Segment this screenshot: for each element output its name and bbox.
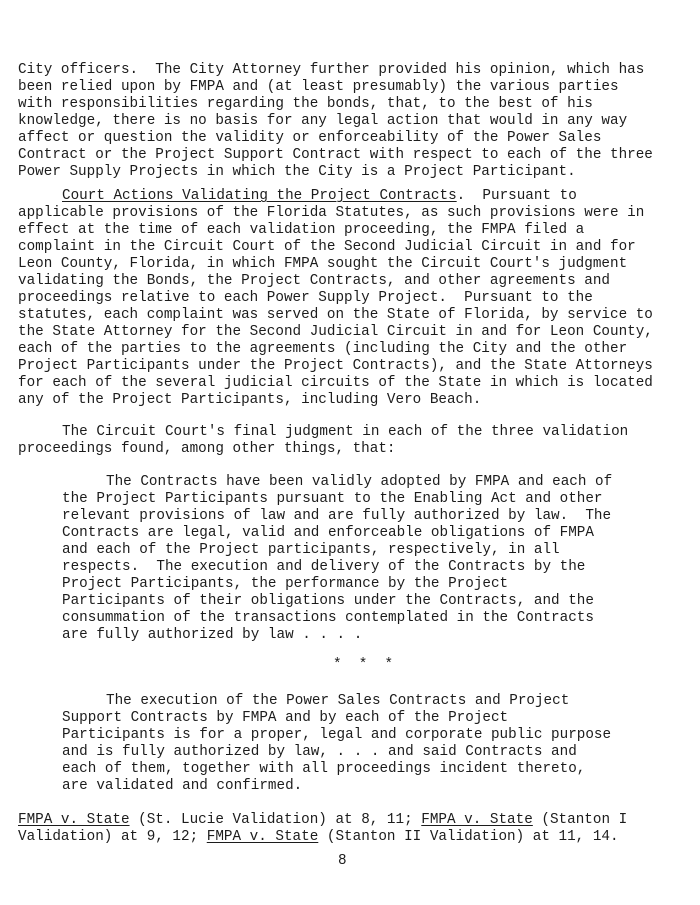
text-line: Participants is for a proper, legal and corporate public purpose [62,727,612,743]
text-line: statutes, each complaint was served on the State of Florida, by service to [18,307,653,323]
text-line [62,188,577,204]
text-line: proceedings relative to each Power Supply Project. Pursuant to the [18,290,593,306]
citation-text: Validation) at 9, 12; [18,829,207,845]
text-line: with responsibilities regarding the bonds, that, to the best of his [18,96,593,112]
case-name: FMPA v. State [18,812,130,828]
text-line: and each of the Project participants, respectively, in all [62,542,560,558]
text-line: the Project Participants pursuant to the Enabling Act and other [62,491,603,507]
text-line: Power Supply Projects in which the City is a Project Participant. [18,164,576,180]
text-line: affect or question the validity or enforceability of the Power Sales [18,130,602,146]
text-line: Contract or the Project Support Contract with respect to each of the three [18,147,653,163]
text-line: Project Participants under the Project Contracts), and the State Attorneys [18,358,653,374]
case-name: FMPA v. State [421,812,533,828]
text-line: knowledge, there is no basis for any legal action that would in any way [18,113,628,129]
heading-continuation: . Pursuant to [456,188,577,204]
text-line: and is fully authorized by law, . . . and said Contracts and [62,744,577,760]
citation-text: (Stanton II Validation) at 11, 14. [318,829,619,845]
page-number: 8 [338,853,347,869]
text-line [18,812,627,828]
text-line: relevant provisions of law and are fully authorized by law. The [62,508,612,524]
text-line: been relied upon by FMPA and (at least presumably) the various parties [18,79,619,95]
text-line: the State Attorney for the Second Judicial Circuit in and for Leon County, [18,324,653,340]
text-line: validating the Bonds, the Project Contracts, and other agreements and [18,273,610,289]
text-line: are fully authorized by law . . . . [62,627,363,643]
text-line: consummation of the transactions contemplated in the Contracts [62,610,594,626]
text-line: applicable provisions of the Florida Statutes, as such provisions were in [18,205,645,221]
case-name: FMPA v. State [206,829,319,845]
text-line: effect at the time of each validation proceeding, the FMPA filed a [18,222,585,238]
citation-text: (St. Lucie Validation) at 8, 11; [129,812,422,828]
text-line: The Circuit Court's final judgment in each of the three validation [62,424,629,440]
text-line: respects. The execution and delivery of the Contracts by the [62,559,586,575]
text-line [18,829,619,845]
text-line: any of the Project Participants, including Vero Beach. [18,392,482,408]
text-line: each of them, together with all proceedings incident thereto, [62,761,586,777]
text-line: complaint in the Circuit Court of the Second Judicial Circuit in and for [18,239,636,255]
text-line: The execution of the Power Sales Contracts and Project [106,693,570,709]
section-heading: Court Actions Validating the Project Contracts [62,188,457,204]
text-line: each of the parties to the agreements (including the City and the other [18,341,628,357]
text-line: are validated and confirmed. [62,778,303,794]
citation-text: (Stanton I [532,812,628,828]
text-line: Project Participants, the performance by the Project [62,576,509,592]
text-line: proceedings found, among other things, that: [18,441,396,457]
text-line: City officers. The City Attorney further provided his opinion, which has [18,62,645,78]
ellipsis-divider: * * * [333,657,394,673]
text-line: Contracts are legal, valid and enforceable obligations of FMPA [62,525,594,541]
text-line: The Contracts have been validly adopted by FMPA and each of [106,474,613,490]
text-line: Participants of their obligations under the Contracts, and the [62,593,594,609]
text-line: Leon County, Florida, in which FMPA sought the Circuit Court's judgment [18,256,628,272]
text-line: Support Contracts by FMPA and by each of the Project [62,710,509,726]
text-line: for each of the several judicial circuits of the State in which is located [18,375,653,391]
